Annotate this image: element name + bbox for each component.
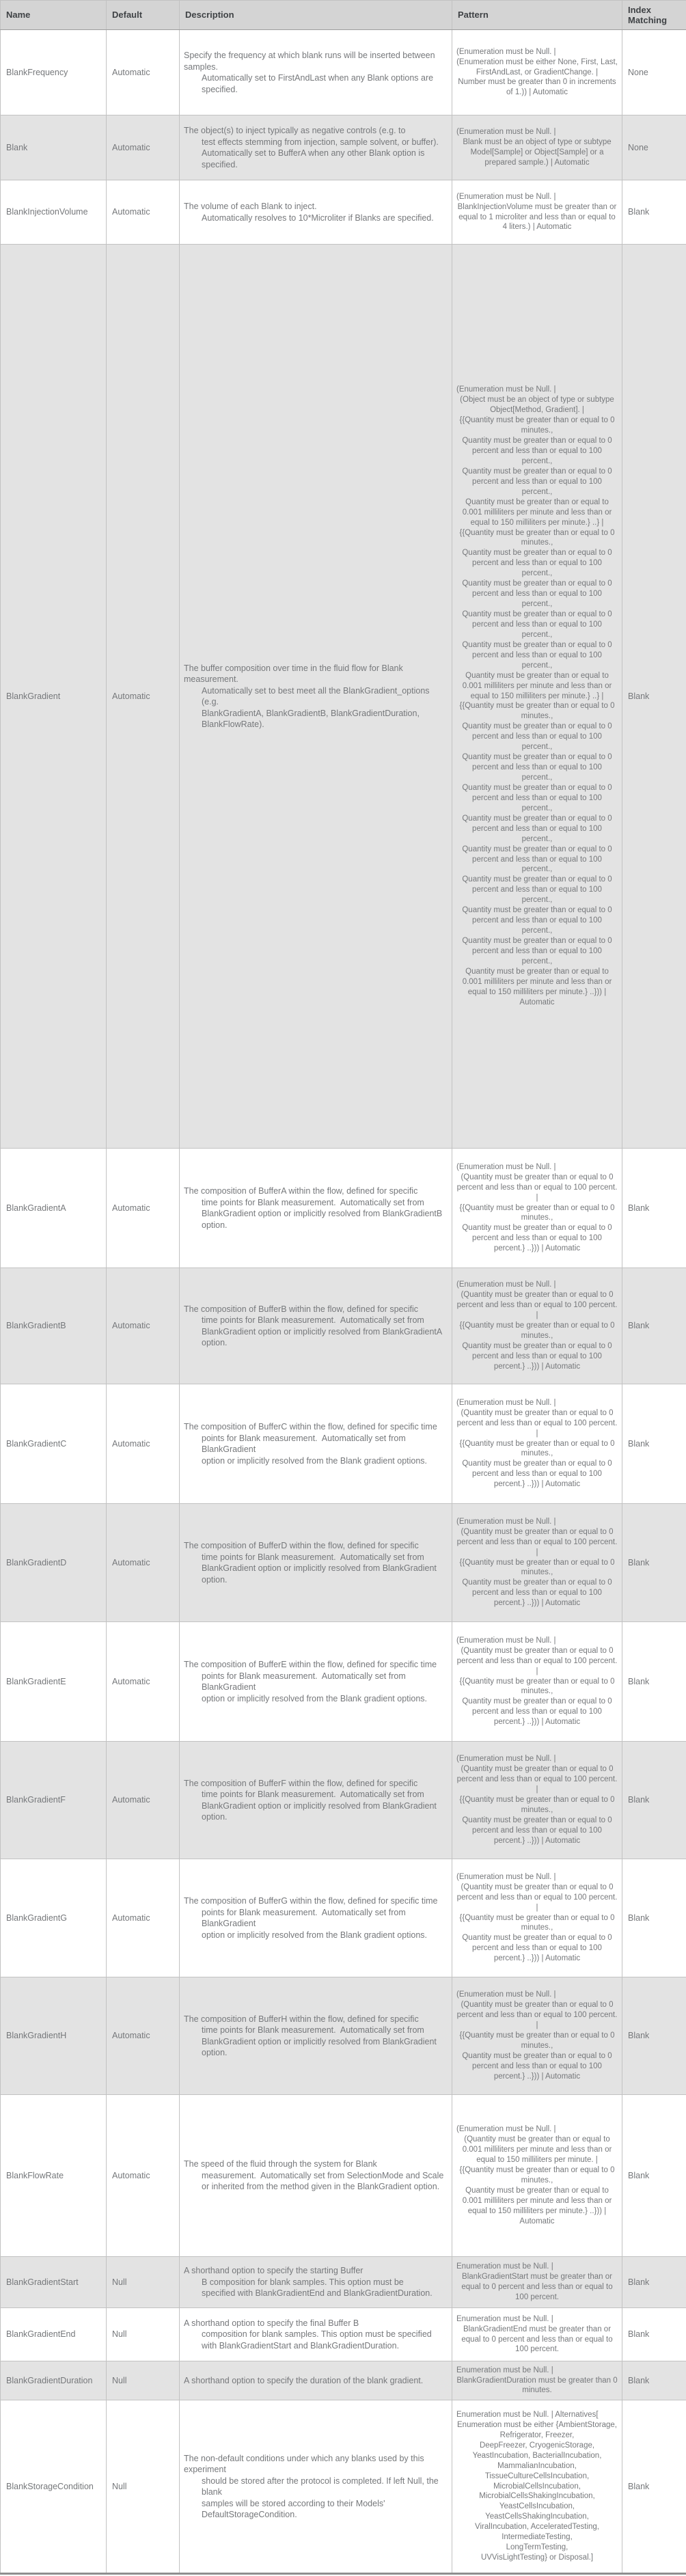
- text-line: (Enumeration must be Null. |: [456, 1517, 556, 1526]
- table-row: [1, 1977, 686, 2095]
- text-line: IntermediateTesting,: [502, 2533, 573, 2542]
- text-line: Automatically set to FirstAndLast when any Blank options are specified.: [202, 73, 436, 94]
- text-line: Quantity must be greater than or equal to 0 percent and less than or equal to 100 percent.,: [462, 722, 614, 752]
- text-line: {{Quantity must be greater than or equal to 0 minutes.,: [459, 1796, 617, 1814]
- text-line: The composition of BufferB within the flow, defined for specific: [184, 1304, 419, 1314]
- cell-index-matching: Blank: [622, 1977, 686, 2095]
- table-row: [1, 245, 686, 1149]
- text-line: or inherited from the method given in the BlankGradient option.: [202, 2182, 440, 2192]
- text-line: Quantity must be greater than or equal to 0 percent and less than or equal to 100 percent.,: [462, 579, 614, 609]
- cell-pattern: [452, 1384, 622, 1504]
- table-row: [1, 2308, 686, 2361]
- cell-option-name: BlankGradientB: [1, 1268, 107, 1384]
- text-line: The volume of each Blank to inject.: [184, 202, 317, 211]
- cell-option-name: BlankGradientG: [1, 1859, 107, 1977]
- text-line: YeastIncubation, BacterialIncubation,: [472, 2451, 602, 2460]
- cell-pattern: [452, 180, 622, 245]
- text-line: The composition of BufferA within the flow, defined for specific: [184, 1186, 418, 1196]
- text-line: Automatically set to best meet all the BlankGradient_options (e.g.: [202, 685, 432, 707]
- cell-option-name: BlankGradientA: [1, 1149, 107, 1268]
- text-line: (Quantity must be greater than or equal to 0 percent and less than or equal to 100 percent. |: [456, 1527, 620, 1557]
- cell-description: [180, 2400, 452, 2574]
- text-line: The composition of BufferG within the flow, defined for specific time: [184, 1896, 438, 1906]
- cell-default-value: Null: [107, 2257, 180, 2308]
- text-line: {{Quantity must be greater than or equal to 0 minutes.,: [459, 1321, 617, 1340]
- cell-pattern: [452, 1149, 622, 1268]
- text-line: BlankGradient option or implicitly resolved from BlankGradient option.: [202, 1563, 439, 1585]
- table-row: [1, 2257, 686, 2308]
- text-line: (Quantity must be greater than or equal to 0 percent and less than or equal to 100 percent. |: [456, 1408, 620, 1438]
- cell-description: [180, 2095, 452, 2257]
- text-line: {{Quantity must be greater than or equal to 0 minutes.,: [459, 1913, 617, 1932]
- text-line: Quantity must be greater than or equal to 0 percent and less than or equal to 100 percent.,: [462, 437, 614, 465]
- text-line: UVVisLightTesting} or Disposal.]: [480, 2553, 594, 2562]
- text-line: A shorthand option to specify the starting Buffer: [184, 2266, 363, 2276]
- text-line: option or implicitly resolved from the Blank gradient options.: [202, 1693, 428, 1703]
- text-line: BlankGradient option or implicitly resolved from BlankGradient option.: [202, 1800, 439, 1822]
- text-line: (Enumeration must be Null. |: [456, 1872, 556, 1881]
- cell-option-name: BlankGradientD: [1, 1504, 107, 1622]
- cell-default-value: Automatic: [107, 115, 180, 180]
- text-line: Quantity must be greater than or equal to 0 percent and less than or equal to 100 percent.,: [462, 753, 614, 782]
- cell-index-matching: None: [622, 30, 686, 115]
- cell-description: [180, 1622, 452, 1742]
- cell-description: [180, 2361, 452, 2400]
- text-line: TissueCultureCellsIncubation,: [484, 2471, 590, 2480]
- cell-option-name: BlankFlowRate: [1, 2095, 107, 2257]
- cell-option-name: BlankGradientE: [1, 1622, 107, 1742]
- cell-index-matching: Blank: [622, 1742, 686, 1859]
- cell-default-value: Automatic: [107, 180, 180, 245]
- cell-index-matching: None: [622, 115, 686, 180]
- text-line: A shorthand option to specify the final Buffer B: [184, 2318, 359, 2328]
- text-line: BlankGradientDuration must be greater than 0 minutes.: [456, 2376, 620, 2395]
- text-line: Enumeration must be either {AmbientStorage,: [457, 2420, 617, 2429]
- cell-pattern: [452, 2308, 622, 2361]
- text-line: Enumeration must be Null. |: [456, 2262, 553, 2271]
- text-line: MicrobialCellsIncubation,: [493, 2482, 581, 2491]
- text-line: {{Quantity must be greater than or equal to 0 minutes.,: [459, 1439, 617, 1458]
- cell-default-value: Automatic: [107, 1149, 180, 1268]
- text-line: The non-default conditions under which any blanks used by this experiment: [184, 2453, 427, 2474]
- cell-pattern: [452, 2257, 622, 2308]
- cell-option-name: BlankInjectionVolume: [1, 180, 107, 245]
- cell-pattern: [452, 1268, 622, 1384]
- text-line: (Enumeration must be Null. |: [456, 1636, 556, 1645]
- text-line: (Quantity must be greater than or equal to 0 percent and less than or equal to 100 percent. |: [456, 1646, 620, 1675]
- cell-pattern: [452, 1742, 622, 1859]
- text-line: Enumeration must be Null. |: [456, 2366, 553, 2374]
- cell-default-value: Automatic: [107, 245, 180, 1149]
- table-row: [1, 2361, 686, 2400]
- text-line: Number must be greater than 0 in increments of 1.)) | Automatic: [458, 78, 618, 97]
- text-line: Quantity must be greater than or equal to 0 percent and less than or equal to 100 percent.,: [462, 875, 614, 905]
- cell-pattern: [452, 2400, 622, 2574]
- cell-default-value: Automatic: [107, 1742, 180, 1859]
- cell-default-value: Automatic: [107, 1504, 180, 1622]
- text-line: {{Quantity must be greater than or equal to 0 minutes.,: [459, 1558, 617, 1577]
- cell-pattern: [452, 1504, 622, 1622]
- text-line: time points for Blank measurement. Automatically set from: [202, 1790, 424, 1799]
- text-line: Quantity must be greater than or equal to 0 percent and less than or equal to 100 percent.} ..})) | Automatic: [462, 1341, 614, 1371]
- cell-default-value: Automatic: [107, 1977, 180, 2095]
- table-header: [1, 1, 686, 30]
- text-line: Quantity must be greater than or equal to 0.001 milliliters per minute and less than or equal to 150 milliliters per minute.} ..})) | Automatic: [462, 967, 614, 1006]
- text-line: The composition of BufferD within the flow, defined for specific: [184, 1541, 419, 1550]
- table-row: [1, 180, 686, 245]
- text-line: Quantity must be greater than or equal to 0.001 milliliters per minute and less than or equal to 150 milliliters per minute.} ..})) | Automatic: [462, 2186, 614, 2225]
- text-line: Quantity must be greater than or equal to 0 percent and less than or equal to 100 percent.,: [462, 640, 614, 670]
- text-line: Quantity must be greater than or equal to 0 percent and less than or equal to 100 percent.} ..})) | Automatic: [462, 1934, 614, 1963]
- cell-index-matching: Blank: [622, 245, 686, 1149]
- cell-description: [180, 1742, 452, 1859]
- cell-description: [180, 1268, 452, 1384]
- cell-index-matching: Blank: [622, 1268, 686, 1384]
- cell-pattern: [452, 1859, 622, 1977]
- text-line: BlankGradientA, BlankGradientB, BlankGradientDuration, BlankFlowRate).: [202, 708, 422, 729]
- text-line: The composition of BufferF within the flow, defined for specific: [184, 1778, 418, 1788]
- cell-index-matching: Blank: [622, 2095, 686, 2257]
- column-header-description: Description: [180, 1, 452, 30]
- cell-default-value: Automatic: [107, 1859, 180, 1977]
- cell-description: [180, 30, 452, 115]
- column-header-default: Default: [107, 1, 180, 30]
- text-line: YeastCellsIncubation,: [499, 2502, 575, 2511]
- cell-index-matching: Blank: [622, 2308, 686, 2361]
- text-line: B composition for blank samples. This option must be: [202, 2277, 404, 2287]
- text-line: {{Quantity must be greater than or equal to 0 minutes.,: [459, 2166, 617, 2184]
- text-line: Quantity must be greater than or equal to 0 percent and less than or equal to 100 percent.,: [462, 467, 614, 496]
- cell-default-value: Automatic: [107, 1268, 180, 1384]
- cell-index-matching: Blank: [622, 2257, 686, 2308]
- text-line: Blank must be an object of type or subtype Model[Sample] or Object[Sample] or a prepared sample.) | Automatic: [463, 138, 614, 167]
- text-line: {{Quantity must be greater than or equal to 0 minutes.,: [459, 416, 617, 435]
- cell-description: [180, 115, 452, 180]
- text-line: {{Quantity must be greater than or equal to 0 minutes.,: [459, 1203, 617, 1222]
- cell-index-matching: Blank: [622, 1859, 686, 1977]
- cell-default-value: Null: [107, 2400, 180, 2574]
- text-line: time points for Blank measurement. Automatically set from: [202, 1197, 424, 1207]
- table-body: [1, 30, 686, 2574]
- text-line: with BlankGradientStart and BlankGradientDuration.: [202, 2340, 400, 2351]
- cell-index-matching: Blank: [622, 1149, 686, 1268]
- cell-pattern: [452, 30, 622, 115]
- cell-index-matching: Blank: [622, 1384, 686, 1504]
- cell-description: [180, 1504, 452, 1622]
- cell-index-matching: Blank: [622, 180, 686, 245]
- text-line: The object(s) to inject typically as negative controls (e.g. to: [184, 126, 406, 135]
- text-line: (Enumeration must be Null. |: [456, 1280, 556, 1289]
- cell-pattern: [452, 1622, 622, 1742]
- text-line: ViralIncubation, AcceleratedTesting,: [475, 2523, 599, 2532]
- text-line: time points for Blank measurement. Automatically set from: [202, 1315, 424, 1325]
- cell-default-value: Automatic: [107, 30, 180, 115]
- cell-pattern: [452, 115, 622, 180]
- table-row: [1, 1859, 686, 1977]
- table-row: [1, 1504, 686, 1622]
- text-line: (Enumeration must be Null. |: [456, 47, 556, 56]
- text-line: YeastCellsShakingIncubation,: [485, 2512, 589, 2521]
- text-line: Quantity must be greater than or equal to 0 percent and less than or equal to 100 percent.,: [462, 906, 614, 935]
- table-row: [1, 2400, 686, 2574]
- cell-option-name: BlankGradientStart: [1, 2257, 107, 2308]
- text-line: (Quantity must be greater than or equal to 0 percent and less than or equal to 100 percent. |: [456, 1173, 620, 1202]
- text-line: {{Quantity must be greater than or equal to 0 minutes.,: [459, 2031, 617, 2050]
- table-row: [1, 115, 686, 180]
- cell-pattern: [452, 2361, 622, 2400]
- text-line: test effects stemming from injection, sample solvent, or buffer).: [202, 137, 439, 147]
- text-line: should be stored after the protocol is completed. If left Null, the blank: [202, 2476, 441, 2497]
- text-line: DeepFreezer, CryogenicStorage,: [479, 2441, 595, 2450]
- cell-default-value: Null: [107, 2308, 180, 2361]
- text-line: (Quantity must be greater than or equal to 0 percent and less than or equal to 100 percent. |: [456, 1291, 620, 1320]
- text-line: Quantity must be greater than or equal to 0 percent and less than or equal to 100 percent.,: [462, 549, 614, 578]
- text-line: MammalianIncubation,: [497, 2461, 577, 2470]
- text-line: Quantity must be greater than or equal to 0 percent and less than or equal to 100 percent.} ..})) | Automatic: [462, 1578, 614, 1608]
- cell-index-matching: Blank: [622, 2361, 686, 2400]
- text-line: Enumeration must be Null. | Alternatives[: [456, 2410, 599, 2419]
- text-line: The speed of the fluid through the system for Blank: [184, 2159, 377, 2169]
- cell-index-matching: Blank: [622, 2400, 686, 2574]
- text-line: (Enumeration must be Null. |: [456, 1990, 556, 1999]
- text-line: samples will be stored according to their Models' DefaultStorageCondition.: [202, 2498, 387, 2519]
- text-line: BlankGradientEnd must be greater than or equal to 0 percent and less than or equal to 100 percent.: [461, 2325, 615, 2354]
- cell-option-name: BlankGradientF: [1, 1742, 107, 1859]
- cell-pattern: [452, 2095, 622, 2257]
- text-line: Automatically set to BufferA when any other Blank option is specified.: [202, 148, 427, 169]
- cell-description: [180, 2308, 452, 2361]
- text-line: Quantity must be greater than or equal to 0 percent and less than or equal to 100 percent.,: [462, 845, 614, 874]
- table-row: [1, 1268, 686, 1384]
- text-line: (Enumeration must be Null. |: [456, 1755, 556, 1764]
- text-line: (Enumeration must be Null. |: [456, 128, 556, 137]
- text-line: Quantity must be greater than or equal to 0 percent and less than or equal to 100 percent.,: [462, 814, 614, 843]
- text-line: BlankInjectionVolume must be greater than or equal to 1 microliter and less than or equal to 4 liters.) | Automatic: [457, 202, 619, 232]
- text-line: {{Quantity must be greater than or equal to 0 minutes.,: [459, 702, 617, 721]
- text-line: (Enumeration must be Null. |: [456, 2125, 556, 2134]
- table-row: [1, 1622, 686, 1742]
- text-line: Quantity must be greater than or equal to 0 percent and less than or equal to 100 percent.} ..})) | Automatic: [462, 1460, 614, 1489]
- cell-description: [180, 1384, 452, 1504]
- cell-default-value: Automatic: [107, 2095, 180, 2257]
- text-line: (Quantity must be greater than or equal to 0 percent and less than or equal to 100 percent. |: [456, 1765, 620, 1794]
- cell-option-name: BlankStorageCondition: [1, 2400, 107, 2574]
- text-line: The composition of BufferH within the flow, defined for specific: [184, 2014, 419, 2024]
- text-line: (Enumeration must be Null. |: [456, 385, 556, 394]
- text-line: The composition of BufferC within the flow, defined for specific time: [184, 1422, 437, 1431]
- text-line: BlankGradient option or implicitly resolved from BlankGradient option.: [202, 2036, 439, 2057]
- text-line: (Enumeration must be Null. |: [456, 1162, 556, 1171]
- text-line: (Enumeration must be either None, First, Last, FirstAndLast, or GradientChange. |: [456, 57, 620, 77]
- text-line: specified with BlankGradientEnd and BlankGradientDuration.: [202, 2288, 433, 2299]
- text-line: Automatically resolves to 10*Microliter if Blanks are specified.: [202, 213, 434, 223]
- text-line: (Quantity must be greater than or equal to 0.001 milliliters per minute and less than or equal to 150 milliliters per minute. |: [462, 2135, 614, 2165]
- cell-option-name: Blank: [1, 115, 107, 180]
- text-line: time points for Blank measurement. Automatically set from: [202, 2025, 424, 2035]
- text-line: Quantity must be greater than or equal to 0.001 milliliters per minute and less than or equal to 150 milliliters per minute.} ..} |: [462, 497, 614, 527]
- cell-option-name: BlankGradientH: [1, 1977, 107, 2095]
- header-row: [1, 1, 686, 30]
- cell-index-matching: Blank: [622, 1622, 686, 1742]
- text-line: (Quantity must be greater than or equal to 0 percent and less than or equal to 100 percent. |: [456, 1882, 620, 1912]
- text-line: composition for blank samples. This option must be specified: [202, 2329, 432, 2340]
- cell-default-value: Null: [107, 2361, 180, 2400]
- text-line: The composition of BufferE within the flow, defined for specific time: [184, 1660, 437, 1669]
- cell-description: [180, 245, 452, 1149]
- text-line: Quantity must be greater than or equal to 0 percent and less than or equal to 100 percent.} ..})) | Automatic: [462, 1815, 614, 1845]
- text-line: The buffer composition over time in the fluid flow for Blank measurement.: [184, 663, 406, 684]
- text-line: Quantity must be greater than or equal to 0 percent and less than or equal to 100 percent.} ..})) | Automatic: [462, 1697, 614, 1727]
- text-line: BlankGradient option or implicitly resolved from BlankGradientB option.: [202, 1209, 445, 1230]
- text-line: (Quantity must be greater than or equal to 0 percent and less than or equal to 100 percent. |: [456, 2001, 620, 2030]
- text-line: option or implicitly resolved from the Blank gradient options.: [202, 1930, 428, 1940]
- text-line: Quantity must be greater than or equal to 0 percent and less than or equal to 100 percent.} ..})) | Automatic: [462, 2051, 614, 2081]
- text-line: Quantity must be greater than or equal to 0 percent and less than or equal to 100 percent.,: [462, 937, 614, 965]
- cell-default-value: Automatic: [107, 1384, 180, 1504]
- cell-description: [180, 1977, 452, 2095]
- text-line: Refrigerator, Freezer,: [499, 2430, 575, 2439]
- text-line: Specify the frequency at which blank runs will be inserted between samples.: [184, 51, 438, 72]
- text-line: (Enumeration must be Null. |: [456, 192, 556, 201]
- text-line: points for Blank measurement. Automatically set from BlankGradient: [202, 1433, 409, 1454]
- cell-option-name: BlankGradientC: [1, 1384, 107, 1504]
- cell-option-name: BlankFrequency: [1, 30, 107, 115]
- text-line: option or implicitly resolved from the Blank gradient options.: [202, 1455, 428, 1466]
- table-row: [1, 1384, 686, 1504]
- text-line: (Object must be an object of type or subtype Object[Method, Gradient]. |: [460, 396, 617, 415]
- text-line: Quantity must be greater than or equal to 0.001 milliliters per minute and less than or equal to 150 milliliters per minute.} ..} |: [462, 671, 614, 700]
- text-line: {{Quantity must be greater than or equal to 0 minutes.,: [459, 1677, 617, 1696]
- cell-description: [180, 180, 452, 245]
- text-line: A shorthand option to specify the duration of the blank gradient.: [184, 2375, 424, 2385]
- column-header-pattern: Pattern: [452, 1, 622, 30]
- text-line: Quantity must be greater than or equal to 0 percent and less than or equal to 100 percent.,: [462, 610, 614, 639]
- table-row: [1, 2095, 686, 2257]
- text-line: points for Blank measurement. Automatically set from BlankGradient: [202, 1907, 409, 1928]
- text-line: Quantity must be greater than or equal to 0 percent and less than or equal to 100 percent.} ..})) | Automatic: [462, 1224, 614, 1253]
- text-line: BlankGradientStart must be greater than or equal to 0 percent and less than or equal to 100 percent.: [461, 2273, 615, 2301]
- text-line: (Enumeration must be Null. |: [456, 1398, 556, 1407]
- column-header-index-matching: Index Matching: [622, 1, 686, 30]
- text-line: LongTermTesting,: [506, 2543, 568, 2552]
- cell-default-value: Automatic: [107, 1622, 180, 1742]
- column-header-name: Name: [1, 1, 107, 30]
- text-line: BlankGradient option or implicitly resolved from BlankGradientA option.: [202, 1326, 445, 1347]
- cell-index-matching: Blank: [622, 1504, 686, 1622]
- table-row: [1, 1149, 686, 1268]
- cell-option-name: BlankGradientDuration: [1, 2361, 107, 2400]
- cell-pattern: [452, 1977, 622, 2095]
- cell-description: [180, 1149, 452, 1268]
- cell-description: [180, 2257, 452, 2308]
- table-row: [1, 1742, 686, 1859]
- text-line: time points for Blank measurement. Automatically set from: [202, 1552, 424, 1562]
- table-row: [1, 30, 686, 115]
- text-line: points for Blank measurement. Automatically set from BlankGradient: [202, 1671, 409, 1692]
- cell-description: [180, 1859, 452, 1977]
- cell-option-name: BlankGradientEnd: [1, 2308, 107, 2361]
- text-line: MicrobialCellsShakingIncubation,: [479, 2492, 595, 2501]
- text-line: measurement. Automatically set from SelectionMode and Scale: [202, 2170, 444, 2180]
- text-line: Enumeration must be Null. |: [456, 2314, 553, 2323]
- text-line: {{Quantity must be greater than or equal to 0 minutes.,: [459, 528, 617, 547]
- cell-pattern: [452, 245, 622, 1149]
- text-line: Quantity must be greater than or equal to 0 percent and less than or equal to 100 percent.,: [462, 783, 614, 812]
- cell-option-name: BlankGradient: [1, 245, 107, 1149]
